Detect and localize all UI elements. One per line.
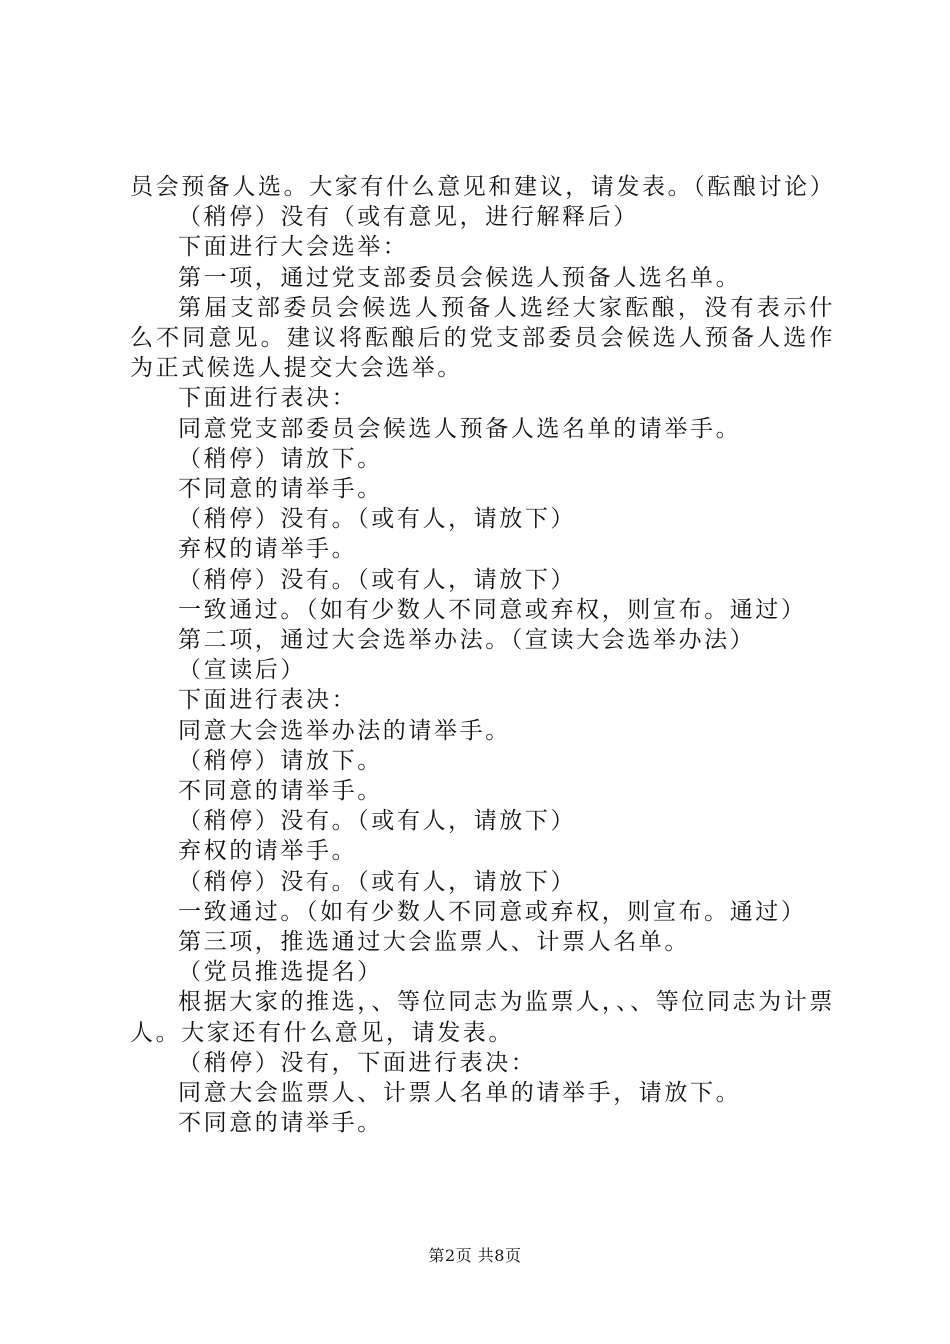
paragraph: 同意大会选举办法的请举手。 bbox=[178, 717, 511, 744]
paragraph: 第一项，通过党支部委员会候选人预备人选名单。 bbox=[178, 264, 742, 291]
paragraph: 第届支部委员会候选人预备人选经大家酝酿，没有表示什么不同意见。建议将酝酿后的党支部委员会候选人预备人选作为正式候选人提交大会选举。 bbox=[130, 294, 835, 382]
paragraph: 一致通过。（如有少数人不同意或弃权，则宣布。通过） bbox=[178, 596, 807, 623]
page-footer: 第2页 共8页 bbox=[428, 1246, 522, 1265]
paragraph: 下面进行表决： bbox=[178, 385, 358, 412]
paragraph: 下面进行大会选举： bbox=[178, 234, 409, 261]
paragraph: 同意大会监票人、计票人名单的请举手，请放下。 bbox=[178, 1080, 742, 1107]
paragraph: 第二项，通过大会选举办法。（宣读大会选举办法） bbox=[178, 627, 756, 654]
paragraph: （党员推选提名） bbox=[178, 959, 383, 986]
paragraph: （稍停）没有。（或有人，请放下） bbox=[178, 868, 577, 895]
document-body bbox=[130, 172, 835, 1139]
paragraph: （宣读后） bbox=[178, 657, 306, 684]
paragraph: 根据大家的推选，、等位同志为监票人，、、等位同志为计票人。大家还有什么意见，请发表。 bbox=[130, 989, 835, 1046]
paragraph: （稍停）没有。（或有人，请放下） bbox=[178, 808, 577, 835]
paragraph: 不同意的请举手。 bbox=[178, 778, 383, 805]
paragraph: 下面进行表决： bbox=[178, 687, 358, 714]
paragraph: 弃权的请举手。 bbox=[178, 838, 358, 865]
paragraph: 弃权的请举手。 bbox=[178, 536, 358, 563]
paragraph: 不同意的请举手。 bbox=[178, 476, 383, 503]
paragraph: （稍停）请放下。 bbox=[178, 445, 383, 472]
paragraph: （稍停）没有。（或有人，请放下） bbox=[178, 566, 577, 593]
paragraph: （稍停）没有（或有意见，进行解释后） bbox=[178, 204, 639, 231]
paragraph: （稍停）没有，下面进行表决： bbox=[178, 1049, 537, 1076]
paragraph: 同意党支部委员会候选人预备人选名单的请举手。 bbox=[178, 415, 742, 442]
paragraph: （稍停）请放下。 bbox=[178, 747, 383, 774]
paragraph: （稍停）没有。（或有人，请放下） bbox=[178, 506, 577, 533]
paragraph: 第三项，推选通过大会监票人、计票人名单。 bbox=[178, 929, 690, 956]
paragraph: 一致通过。（如有少数人不同意或弃权，则宣布。通过） bbox=[178, 898, 807, 925]
paragraph: 员会预备人选。大家有什么意见和建议，请发表。（酝酿讨论） bbox=[130, 174, 836, 200]
paragraph: 不同意的请举手。 bbox=[178, 1110, 383, 1137]
